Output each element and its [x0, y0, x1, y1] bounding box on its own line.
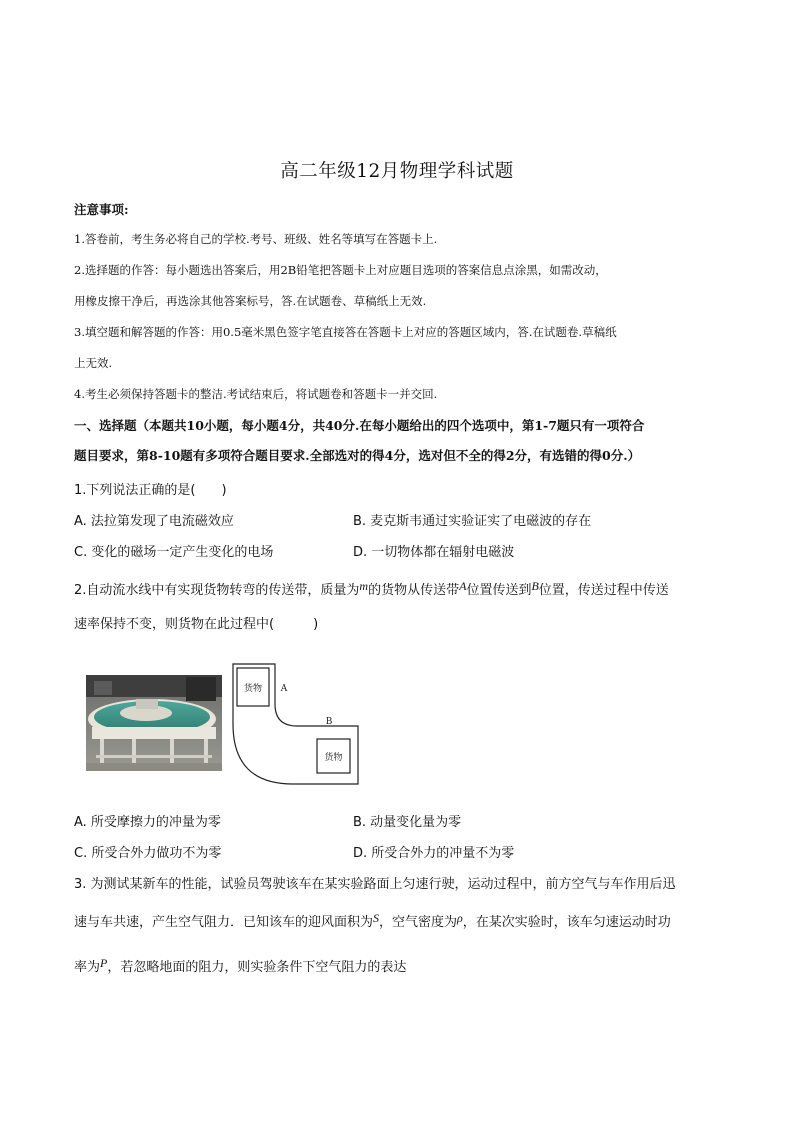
- section-1-heading-line-1: 一、选择题（本题共10小题，每小题4分，共40分.在每小题给出的四个选项中，第1-7题只有一项符合: [74, 418, 645, 433]
- q3-line-2-part-1: 速与车共速，产生空气阻力．已知该车的迎风面积为: [74, 915, 374, 930]
- notice-line-1: 1.答卷前，考生务必将自己的学校.考号、班级、姓名等填写在答题卡上.: [74, 232, 438, 246]
- q2-stem-part-2: 的货物从传送带: [368, 583, 460, 598]
- question-1-option-a: A. 法拉第发现了电流磁效应: [74, 514, 234, 529]
- question-2-option-d: D. 所受合外力的冲量不为零: [353, 846, 515, 861]
- question-1-stem: 1.下列说法正确的是( ): [74, 483, 227, 498]
- question-3-line-1: 3. 为测试某新车的性能，试验员驾驶该车在某实验路面上匀速行驶，运动过程中，前方空气与车作用后迅: [74, 877, 676, 892]
- question-3-line-2: [74, 911, 671, 930]
- question-1-option-d: D. 一切物体都在辐射电磁波: [353, 545, 515, 560]
- position-a-label: A: [280, 684, 288, 694]
- section-1-heading-line-2: 题目要求，第8-10题有多项符合题目要求.全部选对的得4分，选对但不全的得2分，有选错的得0分.）: [74, 448, 641, 463]
- q2-stem-part-1: 2.自动流水线中有实现货物转弯的传送带，质量为: [74, 583, 360, 598]
- q3-line-3-part-1: 率为: [74, 960, 101, 975]
- question-2-stem-line-1: [74, 579, 669, 598]
- notice-line-2a: 2.选择题的作答：每小题选出答案后，用2B铅笔把答题卡上对应题目选项的答案信息点涂黑，如需改动，: [74, 263, 607, 277]
- var-p: P: [100, 956, 108, 970]
- conveyor-diagram: [228, 662, 364, 788]
- question-2-option-b: B. 动量变化量为零: [353, 815, 462, 830]
- q2-stem-part-3: 位置传送到: [466, 583, 532, 598]
- var-b: B: [531, 579, 539, 593]
- question-1-option-b: B. 麦克斯韦通过实验证实了电磁波的存在: [353, 514, 592, 529]
- var-a: A: [459, 579, 467, 593]
- question-3-line-3: [74, 956, 406, 975]
- var-rho: ρ: [457, 911, 463, 925]
- q3-line-2-part-2: ，空气密度为: [379, 915, 458, 930]
- cargo-label-bottom: 货物: [324, 753, 343, 763]
- position-b-label: B: [325, 717, 333, 727]
- conveyor-belt-photo: [86, 675, 222, 771]
- q3-line-2-part-3: ，在某次实验时，该车匀速运动时功: [462, 915, 671, 930]
- question-1-option-c: C. 变化的磁场一定产生变化的电场: [74, 545, 274, 560]
- var-s: S: [373, 911, 380, 925]
- notice-line-4: 4.考生必须保持答题卡的整洁.考试结束后，将试题卷和答题卡一并交回.: [74, 387, 438, 401]
- notice-line-2b: 用橡皮擦干净后，再选涂其他答案标号，答.在试题卷、草稿纸上无效.: [74, 294, 427, 308]
- var-m: m: [359, 579, 369, 593]
- notice-line-3b: 上无效.: [74, 356, 113, 370]
- question-2-option-c: C. 所受合外力做功不为零: [74, 846, 222, 861]
- notice-line-3a: 3.填空题和解答题的作答：用0.5毫米黑色签字笔直接答在答题卡上对应的答题区域内，答.在试题卷.草稿纸: [74, 325, 617, 339]
- question-2-option-a: A. 所受摩擦力的冲量为零: [74, 815, 221, 830]
- notice-heading: 注意事项:: [74, 202, 129, 217]
- page-title: 高二年级12月物理学科试题: [280, 161, 514, 182]
- q3-line-3-part-2: ，若忽略地面的阻力，则实验条件下空气阻力的表达: [107, 960, 407, 975]
- q2-stem-part-4: 位置，传送过程中传送: [538, 583, 669, 598]
- question-2-stem-line-2: 速率保持不变，则货物在此过程中( ): [74, 617, 319, 632]
- cargo-label-top: 货物: [243, 684, 263, 694]
- conveyor-diagram-svg: [228, 662, 364, 788]
